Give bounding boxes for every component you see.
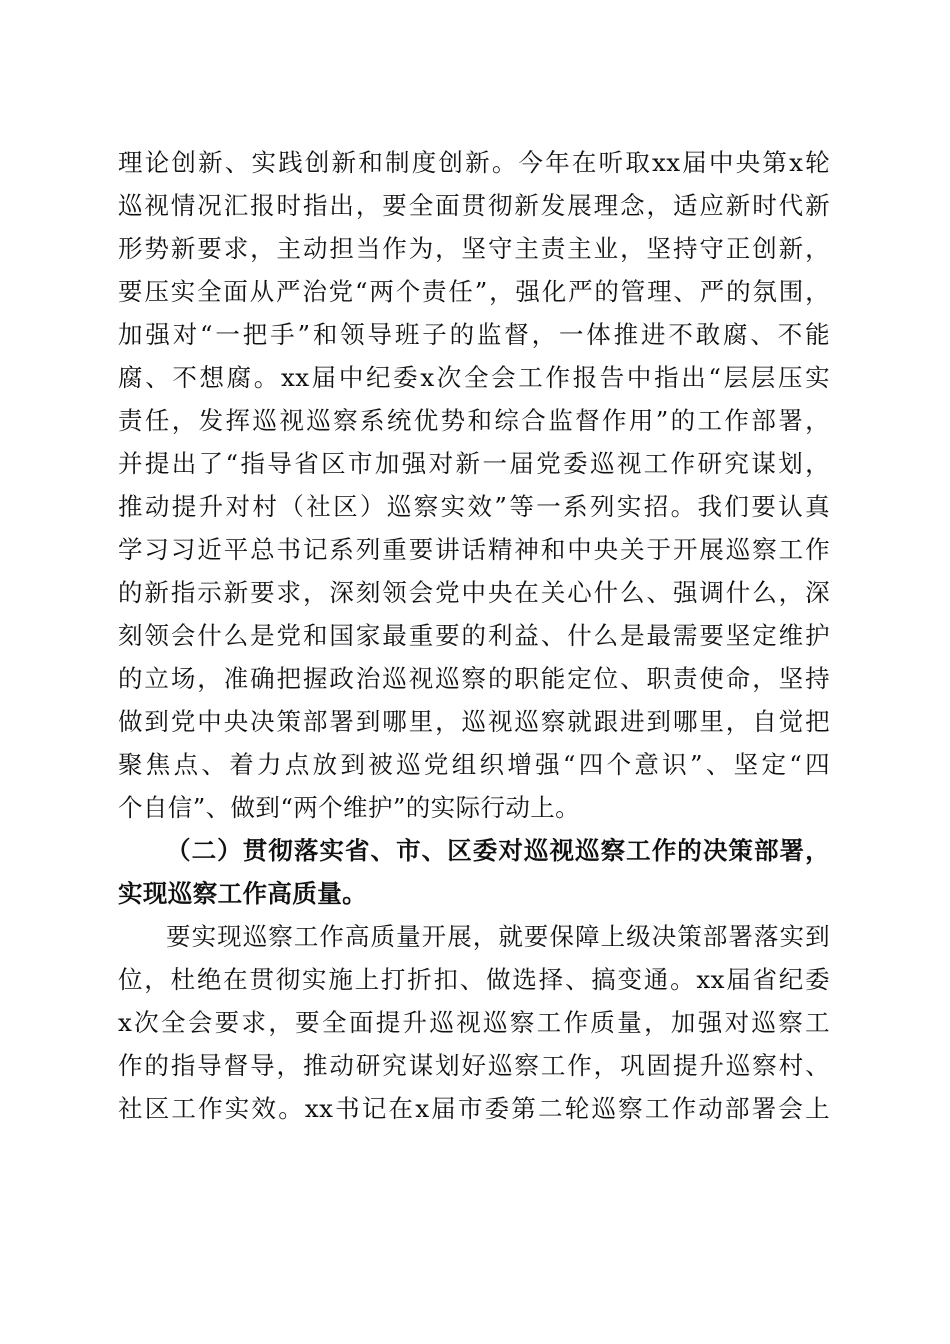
paragraph-1-line-13: 的立场，准确把握政治巡视巡察的职能定位、职责使命，坚持: [118, 664, 830, 693]
paragraph-1-line-4: 要压实全面从严治党“两个责任”，强化严的管理、严的氛围，: [118, 277, 830, 306]
paragraph-1-line-8: 并提出了“指导省区市加强对新一届党委巡视工作研究谋划，: [118, 449, 830, 478]
paragraph-1-line-14: 做到党中央决策部署到哪里，巡视巡察就跟进到哪里，自觉把: [118, 707, 830, 736]
paragraph-1-line-12: 刻领会什么是党和国家最重要的利益、什么是最需要坚定维护: [118, 621, 830, 650]
paragraph-1-line-1: 理论创新、实践创新和制度创新。今年在听取xx届中央第x轮: [118, 148, 830, 177]
paragraph-2-line-2: 位，杜绝在贯彻实施上打折扣、做选择、搞变通。xx届省纪委: [118, 965, 830, 994]
paragraph-2-line-1: 要实现巡察工作高质量开展，就要保障上级决策部署落实到: [166, 922, 830, 951]
paragraph-2-line-5: 社区工作实效。xx书记在x届市委第二轮巡察工作动部署会上: [118, 1094, 830, 1123]
paragraph-1-line-16: 个自信”、做到“两个维护”的实际行动上。: [118, 793, 581, 822]
paragraph-1-line-11: 的新指示新要求，深刻领会党中央在关心什么、强调什么，深: [118, 578, 830, 607]
paragraph-1-line-7: 责任，发挥巡视巡察系统优势和综合监督作用”的工作部署，: [118, 406, 830, 435]
paragraph-2-line-3: x次全会要求，要全面提升巡视巡察工作质量，加强对巡察工: [118, 1008, 830, 1037]
paragraph-2-line-4: 作的指导督导，推动研究谋划好巡察工作，巩固提升巡察村、: [118, 1051, 830, 1080]
section-heading-line-1: （二）贯彻落实省、市、区委对巡视巡察工作的决策部署，: [166, 836, 830, 865]
paragraph-1-line-10: 学习习近平总书记系列重要讲话精神和中央关于开展巡察工作: [118, 535, 830, 564]
paragraph-1-line-3: 形势新要求，主动担当作为，坚守主责主业，坚持守正创新，: [118, 234, 830, 263]
paragraph-1-line-15: 聚焦点、着力点放到被巡党组织增强“四个意识”、坚定“四: [118, 750, 830, 779]
section-heading-line-2: 实现巡察工作高质量。: [118, 879, 367, 908]
paragraph-1-line-5: 加强对“一把手”和领导班子的监督，一体推进不敢腐、不能: [118, 320, 830, 349]
paragraph-1-line-9: 推动提升对村（社区）巡察实效”等一系列实招。我们要认真: [118, 492, 830, 521]
paragraph-1-line-6: 腐、不想腐。xx届中纪委x次全会工作报告中指出“层层压实: [118, 363, 830, 392]
paragraph-1-line-2: 巡视情况汇报时指出，要全面贯彻新发展理念，适应新时代新: [118, 191, 830, 220]
